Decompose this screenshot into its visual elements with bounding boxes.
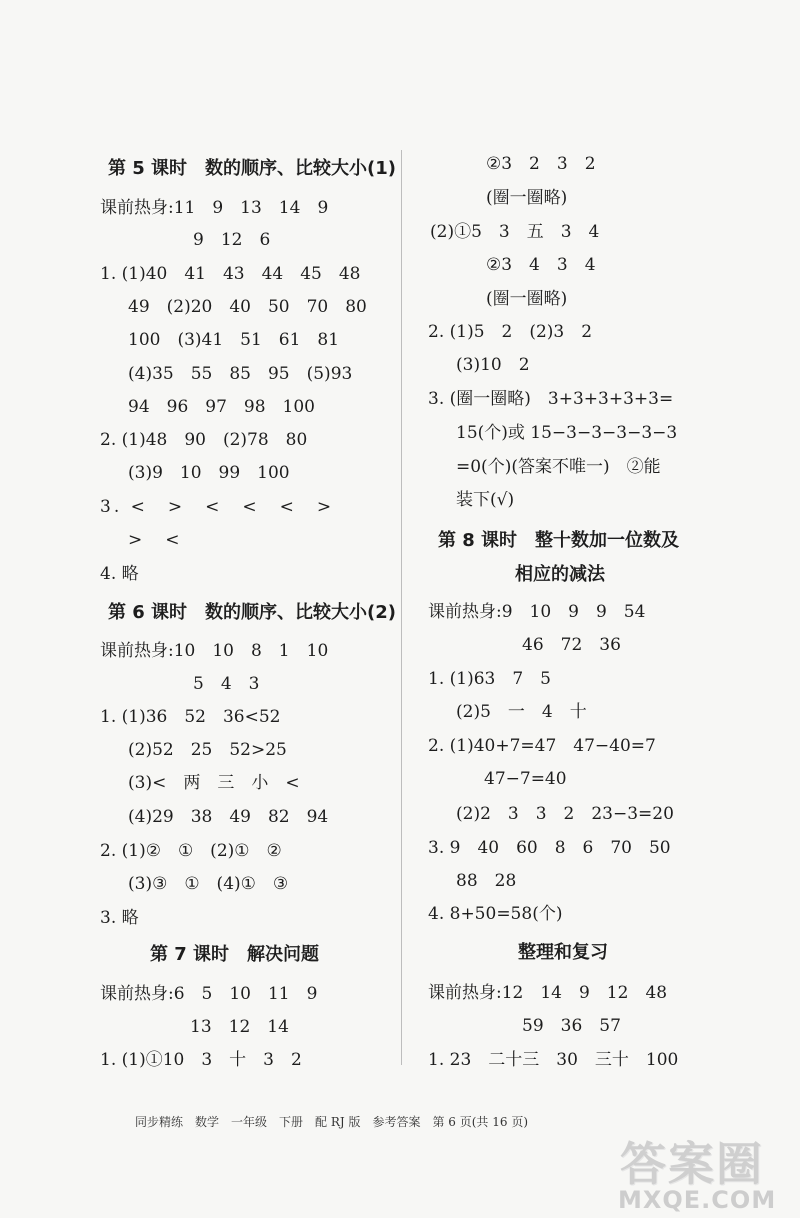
lesson7-q3-line1: 3. (圈一圈略) 3+3+3+3+3=	[428, 389, 674, 409]
lesson7-q1-line1: 1. (1)①10 3 十 3 2	[100, 1050, 302, 1070]
lesson7-cont-line5: (圈一圈略)	[486, 289, 568, 309]
lesson5-q1-line2: 49 (2)20 40 50 70 80	[128, 297, 367, 317]
lesson6-warmup-line2: 5 4 3	[193, 674, 260, 694]
lesson5-q2-line1: 2. (1)48 90 (2)78 80	[100, 430, 308, 450]
lesson6-title: 第 6 课时 数的顺序、比较大小(2)	[108, 602, 397, 623]
column-divider	[401, 150, 402, 1065]
review-q1-line1: 1. 23 二十三 30 三十 100	[428, 1050, 679, 1070]
lesson5-title: 第 5 课时 数的顺序、比较大小(1)	[108, 158, 397, 179]
lesson6-q1-line3: (3)< 两 三 小 <	[128, 773, 300, 793]
lesson6-q3: 3. 略	[100, 908, 139, 928]
lesson7-cont-line1: ②3 2 3 2	[486, 154, 596, 174]
lesson7-warmup-line1: 课前热身:6 5 10 11 9	[100, 984, 318, 1004]
lesson7-warmup-line2: 13 12 14	[190, 1017, 289, 1037]
lesson8-warmup-line1: 课前热身:9 10 9 9 54	[428, 602, 646, 622]
lesson5-q1-line5: 94 96 97 98 100	[128, 397, 315, 417]
lesson5-q1-line1: 1. (1)40 41 43 44 45 48	[100, 264, 361, 284]
lesson5-q4: 4. 略	[100, 564, 139, 584]
review-warmup-line1: 课前热身:12 14 9 12 48	[428, 983, 668, 1003]
lesson6-q2-line2: (3)③ ① (4)① ③	[128, 874, 289, 894]
review-warmup-line2: 59 36 57	[522, 1016, 621, 1036]
lesson6-q2-line1: 2. (1)② ① (2)① ②	[100, 841, 282, 861]
lesson7-cont-line4: ②3 4 3 4	[486, 255, 596, 275]
lesson8-q1-line1: 1. (1)63 7 5	[428, 669, 551, 689]
lesson7-q2-line1: 2. (1)5 2 (2)3 2	[428, 322, 593, 342]
lesson8-q4: 4. 8+50=58(个)	[428, 904, 563, 924]
lesson7-q3-line3: =0(个)(答案不唯一) ②能	[456, 457, 661, 477]
lesson8-title-line1: 第 8 课时 整十数加一位数及	[438, 530, 680, 551]
lesson6-q1-line4: (4)29 38 49 82 94	[128, 807, 329, 827]
lesson5-q1-line3: 100 (3)41 51 61 81	[128, 330, 340, 350]
lesson8-q2-line2: 47−7=40	[484, 769, 567, 789]
lesson5-q2-line2: (3)9 10 99 100	[128, 463, 290, 483]
lesson5-q1-line4: (4)35 55 85 95 (5)93	[128, 364, 353, 384]
lesson8-title-line2: 相应的减法	[515, 564, 605, 585]
lesson5-q3-line1: 3. < > < < < >	[100, 497, 335, 517]
lesson7-title: 第 7 课时 解决问题	[150, 944, 320, 965]
lesson6-q1-line2: (2)52 25 52>25	[128, 740, 287, 760]
watermark-logo: 答案圈	[620, 1137, 764, 1191]
lesson6-warmup-line1: 课前热身:10 10 8 1 10	[100, 641, 329, 661]
lesson5-q3-line2: > <	[128, 530, 183, 550]
watermark	[600, 1128, 790, 1214]
lesson7-q3-line2: 15(个)或 15−3−3−3−3−3	[456, 423, 678, 443]
lesson8-q3-line2: 88 28	[456, 871, 517, 891]
watermark-url: MXQE.COM	[618, 1186, 777, 1214]
lesson7-q3-line4: 装下(√)	[456, 490, 515, 510]
lesson8-q1-line2: (2)5 一 4 十	[456, 702, 587, 722]
lesson8-warmup-line2: 46 72 36	[522, 635, 621, 655]
lesson7-q2-line2: (3)10 2	[456, 355, 530, 375]
lesson7-cont-line3: (2)①5 3 五 3 4	[430, 222, 600, 242]
page-footer: 同步精练 数学 一年级 下册 配 RJ 版 参考答案 第 6 页(共 16 页)	[135, 1115, 529, 1129]
lesson8-q3-line1: 3. 9 40 60 8 6 70 50	[428, 838, 671, 858]
lesson8-q2-line3: (2)2 3 3 2 23−3=20	[456, 804, 674, 824]
lesson6-q1-line1: 1. (1)36 52 36<52	[100, 707, 281, 727]
review-title: 整理和复习	[518, 942, 608, 963]
lesson7-cont-line2: (圈一圈略)	[486, 188, 568, 208]
lesson5-warmup-line2: 9 12 6	[193, 230, 271, 250]
lesson5-warmup-line1: 课前热身:11 9 13 14 9	[100, 198, 329, 218]
lesson8-q2-line1: 2. (1)40+7=47 47−40=7	[428, 736, 656, 756]
